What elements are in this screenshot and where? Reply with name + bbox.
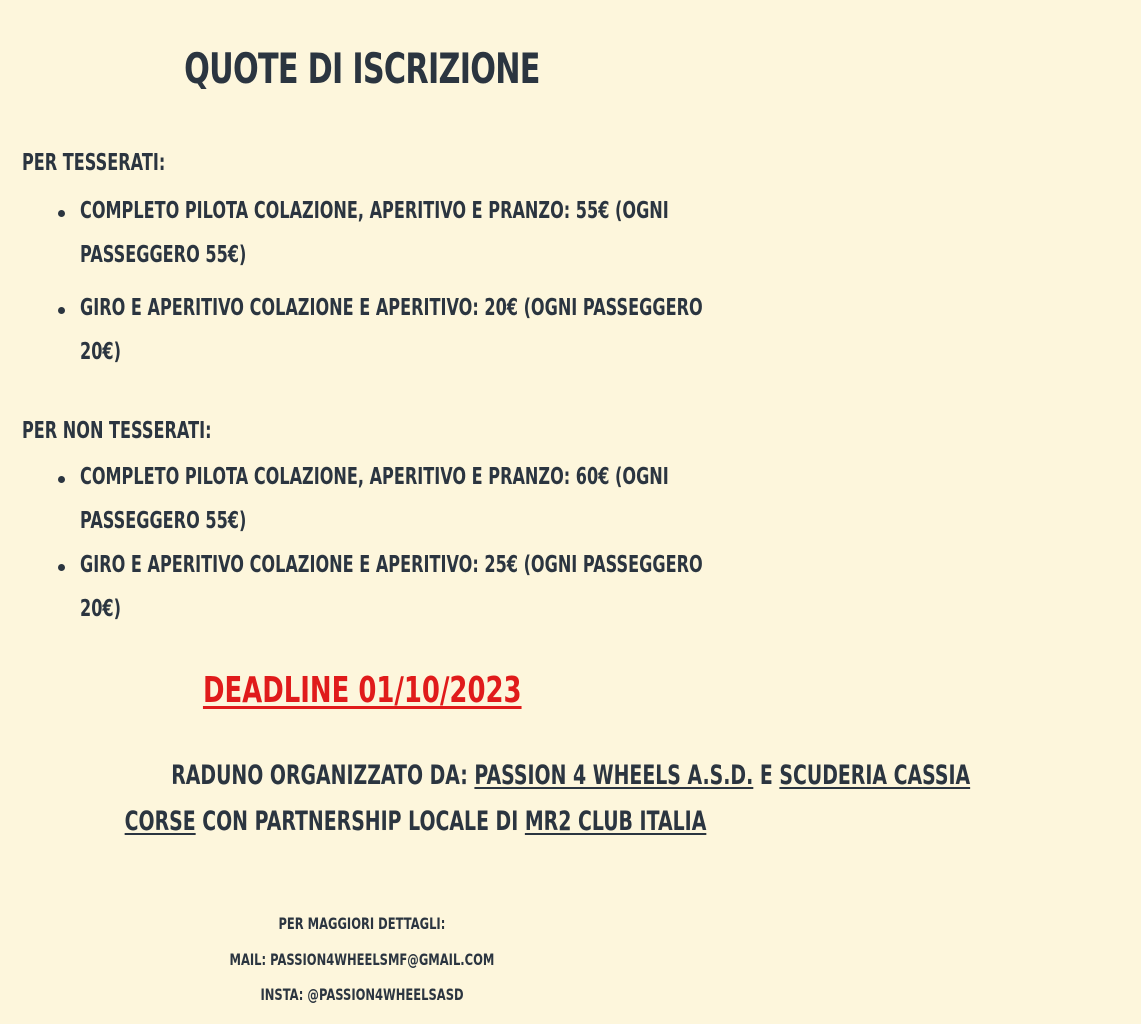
footer-insta: INSTA: @PASSION4WHEELSASD: [260, 985, 464, 1004]
list-item-line: 20€): [80, 596, 121, 622]
organizer-line-1: RADUNO ORGANIZZATO DA: PASSION 4 WHEELS A.S.D. E SCUDERIA CASSIA: [171, 760, 971, 791]
organizer-link-scuderia-cassia-corse: CORSE: [124, 806, 196, 837]
section-label-tesserati: PER TESSERATI:: [22, 150, 166, 176]
organizer-line-2: CORSE CON PARTNERSHIP LOCALE DI MR2 CLUB ITALIA: [124, 806, 707, 837]
section-label-non-tesserati: PER NON TESSERATI:: [22, 418, 212, 444]
list-item-line: GIRO E APERITIVO COLAZIONE E APERITIVO: 25€ (OGNI PASSEGGERO: [80, 552, 703, 578]
list-item-line: GIRO E APERITIVO COLAZIONE E APERITIVO: 20€ (OGNI PASSEGGERO: [80, 295, 703, 321]
bullet-icon: [58, 476, 65, 483]
deadline-notice: DEADLINE 01/10/2023: [202, 670, 522, 711]
page-title: QUOTE DI ISCRIZIONE: [184, 44, 540, 93]
list-item-line: 20€): [80, 339, 121, 365]
bullet-icon: [58, 564, 65, 571]
footer-details-label: PER MAGGIORI DETTAGLI:: [278, 914, 446, 933]
organizer-link-scuderia-cassia: SCUDERIA CASSIA: [779, 760, 971, 791]
list-item-line: COMPLETO PILOTA COLAZIONE, APERITIVO E PRANZO: 55€ (OGNI: [80, 198, 669, 224]
bullet-icon: [58, 307, 65, 314]
bullet-icon: [58, 210, 65, 217]
list-item-line: PASSEGGERO 55€): [80, 242, 247, 268]
list-item-line: PASSEGGERO 55€): [80, 508, 247, 534]
footer-mail: MAIL: PASSION4WHEELSMF@GMAIL.COM: [229, 950, 495, 969]
organizer-link-passion4wheels: PASSION 4 WHEELS A.S.D.: [474, 760, 754, 791]
organizer-link-mr2-club: MR2 CLUB ITALIA: [524, 806, 707, 837]
list-item-line: COMPLETO PILOTA COLAZIONE, APERITIVO E PRANZO: 60€ (OGNI: [80, 464, 669, 490]
